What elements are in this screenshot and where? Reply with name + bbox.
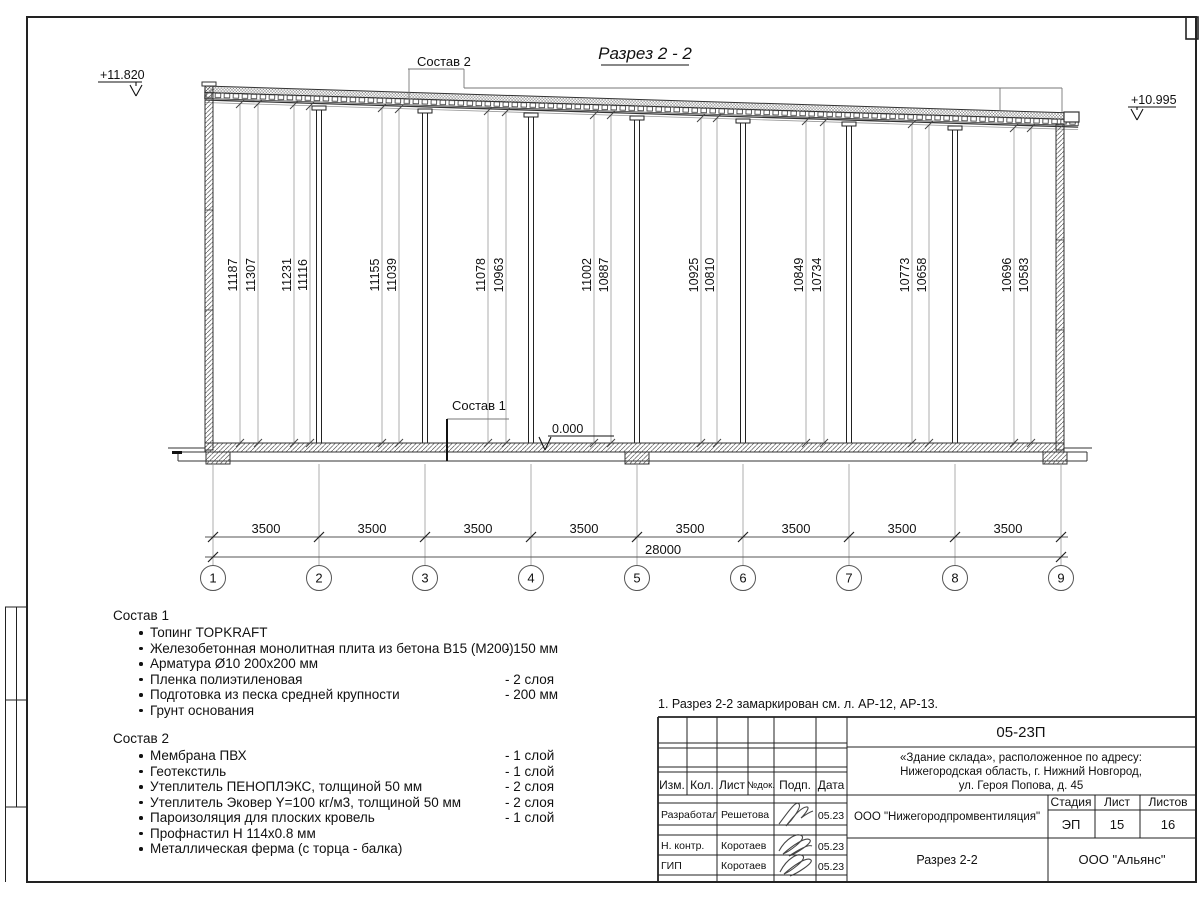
bullet-icon: [139, 801, 143, 805]
svg-text:+11.820: +11.820: [100, 68, 145, 82]
svg-text:11307: 11307: [244, 258, 258, 292]
sheet-value: 15: [1109, 817, 1125, 832]
bullet-icon: [139, 785, 143, 789]
dim-row-total: [205, 542, 1068, 562]
svg-text:3500: 3500: [251, 521, 281, 536]
elevation-mark-right: [1128, 93, 1177, 120]
axis-number: 6: [739, 570, 747, 586]
svg-text:3500: 3500: [463, 521, 493, 536]
list-item: Пароизоляция для плоских кровель - 1 слой: [113, 810, 583, 826]
axis-number: 2: [315, 570, 323, 586]
svg-text:10849: 10849: [792, 257, 806, 293]
stamp-name: Коротаев: [721, 860, 767, 872]
columns: [312, 106, 962, 443]
svg-text:3500: 3500: [781, 521, 811, 536]
svg-text:10734: 10734: [810, 257, 824, 293]
page-title: Разрез 2 - 2: [598, 44, 692, 63]
signature-icon: [779, 803, 813, 826]
project-code: 05-23П: [996, 724, 1046, 741]
stage-label: Стадия: [1050, 795, 1092, 809]
sheets-value: 16: [1160, 817, 1176, 832]
axis-extension-lines: [213, 464, 1061, 565]
firm-name: ООО "Альянс": [1078, 852, 1166, 867]
svg-text:+10.995: +10.995: [1131, 93, 1177, 107]
column: [524, 113, 538, 443]
svg-text:10925: 10925: [687, 257, 701, 293]
left-margin-cells: [5, 607, 27, 882]
height-dim-labels: [226, 258, 1031, 293]
list-item: Мембрана ПВХ - 1 слой: [113, 748, 583, 764]
column: [736, 119, 750, 443]
svg-text:11187: 11187: [226, 258, 240, 292]
list-item: Топинг TOPKRAFT: [113, 625, 583, 641]
dim-row-bays: [205, 521, 1068, 542]
bullet-icon: [139, 709, 143, 713]
list-item: Железобетонная монолитная плита из бетона В15 (М200) - 150 мм: [113, 641, 583, 657]
axis-number: 8: [951, 570, 959, 586]
stamp-col-data: Дата: [817, 778, 845, 792]
stamp-col-ndok: №док.: [747, 780, 775, 791]
stamp-name: Коротаев: [721, 840, 767, 852]
svg-text:11078: 11078: [474, 258, 488, 292]
bullet-icon: [139, 678, 143, 682]
stamp-col-podp: Подп.: [779, 778, 811, 792]
svg-text:3500: 3500: [887, 521, 917, 536]
roof-beam-end: [1064, 112, 1079, 122]
svg-text:10696: 10696: [1000, 257, 1014, 293]
materials-list-sostav1: [113, 608, 583, 718]
stamp-col-kol: Кол.: [690, 778, 714, 792]
foundation-pad: [1043, 452, 1067, 464]
column: [948, 126, 962, 443]
list-item: Металлическая ферма (с торца - балка): [113, 841, 583, 857]
svg-text:3500: 3500: [569, 521, 599, 536]
stamp-date: 05.23: [817, 841, 845, 853]
bullet-icon: [139, 631, 143, 635]
axis-bubbles: [201, 566, 1074, 591]
stamp-role: Н. контр.: [661, 840, 705, 852]
svg-text:10887: 10887: [597, 257, 611, 293]
signature-icon: [780, 855, 811, 876]
svg-text:11039: 11039: [385, 258, 399, 292]
stamp-name: Решетова: [721, 809, 770, 821]
axis-number: 7: [845, 570, 853, 586]
bullet-icon: [139, 832, 143, 836]
elevation-mark-left: [98, 68, 145, 96]
svg-text:10658: 10658: [915, 257, 929, 293]
svg-text:0.000: 0.000: [552, 422, 584, 436]
drawing-name: Разрез 2-2: [916, 853, 978, 867]
axis-number: 5: [633, 570, 641, 586]
stage-value: ЭП: [1061, 817, 1081, 832]
svg-text:11231: 11231: [280, 258, 294, 292]
axis-number: 1: [209, 570, 217, 586]
materials-title: Состав 1: [113, 608, 169, 623]
bullet-icon: [139, 770, 143, 774]
svg-text:11116: 11116: [296, 259, 310, 291]
svg-text:Состав 2: Состав 2: [417, 54, 471, 69]
svg-text:10963: 10963: [492, 257, 506, 293]
bullet-icon: [139, 662, 143, 666]
materials-title: Состав 2: [113, 731, 169, 746]
roof-assembly: [204, 86, 1078, 130]
right-wall: [1056, 124, 1064, 450]
svg-text:3500: 3500: [357, 521, 387, 536]
foundation-pad: [206, 452, 230, 464]
list-item: Утеплитель ПЕНОПЛЭКС, толщиной 50 мм - 2 слоя: [113, 779, 583, 795]
column: [418, 109, 432, 443]
svg-text:11002: 11002: [580, 258, 594, 292]
elevation-arrow-icon: [130, 82, 142, 96]
object-address-line2: Нижегородская область, г. Нижний Новгород,: [900, 766, 1142, 778]
materials-list-sostav2: [113, 731, 583, 857]
signature-icon: [779, 835, 812, 856]
list-item: Профнастил Н 114х0.8 мм: [113, 826, 583, 842]
org-name: ООО "Нижегородпромвентиляция": [853, 811, 1041, 823]
list-item: Пленка полиэтиленовая - 2 слоя: [113, 672, 583, 688]
foundation-pad: [625, 452, 649, 464]
svg-text:3500: 3500: [993, 521, 1023, 536]
svg-text:Состав 1: Состав 1: [452, 398, 506, 413]
bullet-icon: [139, 647, 143, 651]
column: [842, 122, 856, 443]
left-wall: [202, 82, 216, 450]
bullet-icon: [139, 693, 143, 697]
axis-number: 4: [527, 570, 535, 586]
list-item: Арматура Ø10 200х200 мм: [113, 656, 583, 672]
elevation-arrow-icon: [1131, 107, 1143, 120]
svg-text:10583: 10583: [1017, 257, 1031, 293]
axis-number: 3: [421, 570, 429, 586]
stamp-role: Разработал: [661, 809, 719, 821]
svg-text:10810: 10810: [703, 257, 717, 293]
axis-number: 9: [1057, 570, 1065, 586]
parapet-cap: [202, 82, 216, 86]
svg-text:10773: 10773: [898, 257, 912, 293]
stamp-date: 05.23: [817, 861, 845, 873]
column: [312, 106, 326, 443]
column: [630, 116, 644, 443]
object-address-line3: ул. Героя Попова, д. 45: [958, 780, 1084, 792]
svg-text:3500: 3500: [675, 521, 705, 536]
list-item: Утеплитель Эковер Y=100 кг/м3, толщиной 50 мм - 2 слоя: [113, 795, 583, 811]
svg-text:28000: 28000: [645, 542, 682, 557]
sheets-label: Листов: [1148, 795, 1188, 809]
bullet-icon: [139, 847, 143, 851]
object-address-line1: «Здание склада», расположенное по адресу:: [900, 752, 1142, 764]
bullet-icon: [139, 816, 143, 820]
list-item: Подготовка из песка средней крупности - 200 мм: [113, 687, 583, 703]
note: 1. Разрез 2-2 замаркирован см. л. АР-12, АР-13.: [658, 697, 939, 711]
stamp-col-izm: Изм.: [659, 778, 685, 792]
list-item: Грунт основания: [113, 703, 583, 719]
bullet-icon: [139, 754, 143, 758]
stamp-role: ГИП: [661, 860, 682, 872]
svg-text:11155: 11155: [368, 258, 382, 292]
stamp-date: 05.23: [817, 810, 845, 822]
sheet-label: Лист: [1103, 795, 1131, 809]
title-block: [658, 717, 1196, 882]
list-item: Геотекстиль - 1 слой: [113, 764, 583, 780]
stamp-col-list: Лист: [718, 778, 746, 792]
